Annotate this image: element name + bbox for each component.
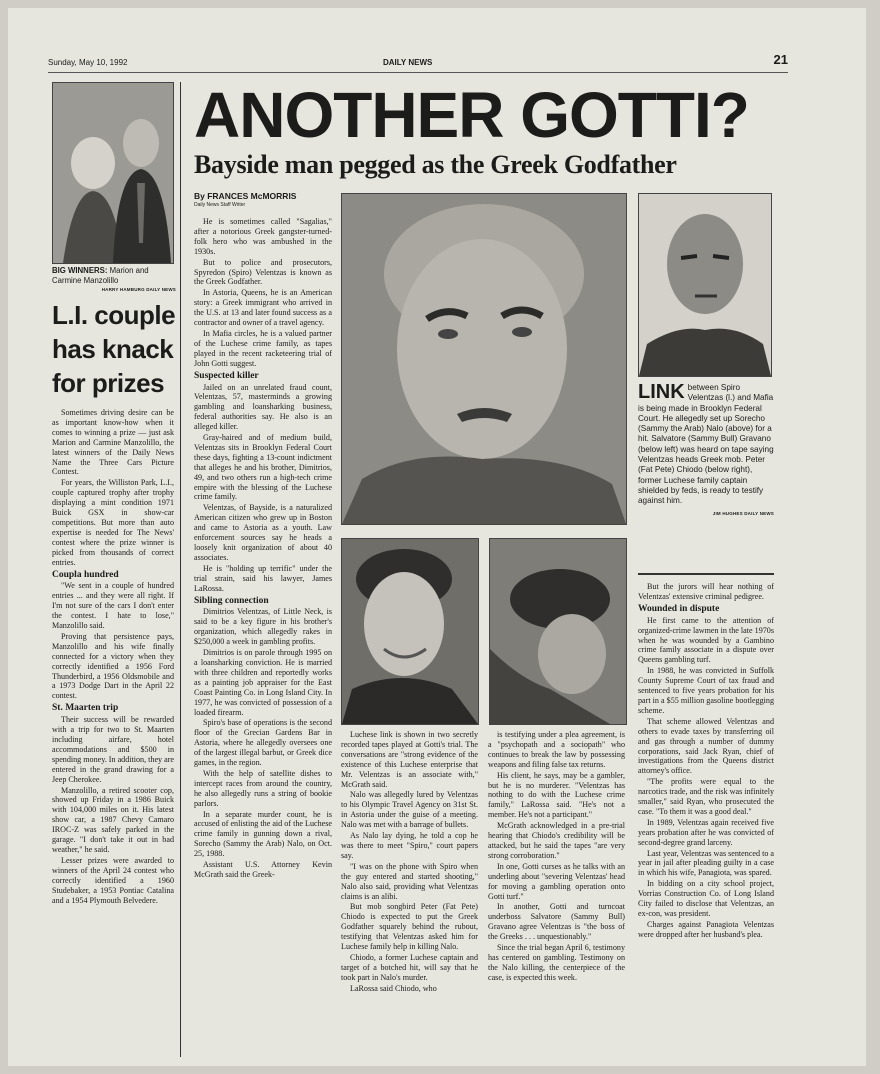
paragraph: Velentzas, of Bayside, is a naturalized American citizen who grew up in Boston and came to Astoria as a youth. Law enforcement sources say he heads a loosely knit organization of about 40 associates.	[194, 503, 332, 562]
paragraph: Since the trial began April 6, testimony has centered on gambling. Testimony on the Nalo killing, the centerpiece of the case, is expected this week.	[488, 943, 625, 982]
paragraph: Assistant U.S. Attorney Kevin McGrath said the Greek-	[194, 860, 332, 879]
article-column-3	[488, 730, 625, 1065]
section-rule	[638, 573, 774, 575]
paragraph: But to police and prosecutors, Spyredon (Spiro) Velentzas is known as the Greek Godfather.	[194, 257, 332, 287]
subheading: Sibling connection	[194, 595, 269, 606]
paragraph: He is "holding up terrific" under the trial strain, said his lawyer, James LaRossa.	[194, 563, 332, 593]
paragraph: Chiodo, a former Luchese captain and target of a botched hit, will say that he took part in Nalo's murder.	[341, 952, 478, 982]
paragraph: "I was on the phone with Spiro when the guy entered and started shooting," Nalo also said, providing what Velentzas claims is an alibi.	[341, 861, 478, 901]
publication-name: DAILY NEWS	[383, 58, 433, 67]
paragraph: Dimitrios is on parole through 1995 on a loansharking conviction. He is married with three children and reportedly works as a painting job appraiser for the East Coast Painting Co. in Long Island City. In 1977, he was convicted of possession of a loaded firearm.	[194, 648, 332, 717]
article-column-4	[638, 582, 774, 1065]
paragraph: Last year, Velentzas was sentenced to a year in jail after pleading guilty in a case in which his wife, Panagiota, was spared.	[638, 848, 774, 878]
winners-photo	[52, 82, 174, 264]
paragraph: He is sometimes called "Sagalias," after a notorious Greek gangster-turned-folk hero who was ambushed in the 1930s.	[194, 217, 332, 256]
paragraph: Luchese link is shown in two secretly recorded tapes played at Gotti's trial. The conversations are "strong evidence of the existence of this Luchese enterprise that Mr. Velentzas is an associate with," McGrath said.	[341, 730, 478, 789]
paragraph: But the jurors will hear nothing of Velentzas' extensive criminal pedigree.	[638, 582, 774, 601]
paragraph: Their success will be rewarded with a trip for two to St. Maarten including airfare, hotel accommodations and $500 in spending money. In addition, they are entered in the grand drawing for a Jeep Cherokee.	[52, 715, 174, 784]
newspaper-page	[8, 8, 866, 1066]
paragraph: Lesser prizes were awarded to winners of the April 24 contest who correctly identified a 1960 Studebaker, a 1953 Pontiac Catalina and a 1954 Plymouth Belvedere.	[52, 855, 174, 905]
link-caption: LINK between Spiro Velentzas (l.) and Mafia is being made in Brooklyn Federal Court. He allegedly set up Sorecho (Sammy the Arab) Nalo (above) for a hit. Salvatore (Sammy Bull) Gravano (below left) was heard on tape saying Velentzas heads Greek mob. Peter (Fat Pete) Chiodo (below right), former Luchese family captain shielded by feds, is ready to testify against him. JIM HUGHES DAILY NEWS	[638, 383, 774, 519]
subheading: Wounded in dispute	[638, 603, 720, 614]
paragraph: As Nalo lay dying, he told a cop he was there to meet "Spiro," court papers say.	[341, 831, 478, 860]
paragraph: But mob songbird Peter (Fat Pete) Chiodo is expected to put the Greek Godfather squarely behind the rubout, testifying that Velentzas asked him for Luchese family help in killing Nalo.	[341, 902, 478, 952]
paragraph: is testifying under a plea agreement, is a "psychopath and a sociopath" who continues to break the law by possessing weapons and filing false tax returns.	[488, 730, 625, 769]
winners-photo-caption: BIG WINNERS: Marion and Carmine Manzolillo HARRY HAMBURG DAILY NEWS	[52, 266, 176, 295]
sidebar-article	[52, 408, 174, 1063]
subheading: Suspected killer	[194, 370, 259, 381]
paragraph: That scheme allowed Velentzas and others to evade taxes by transferring oil and gas through a number of dummy corporations, said Jack Ryan, chief of investigations from the Queens district attorney's office.	[638, 716, 774, 776]
paragraph: In one, Gotti curses as he talks with an underling about "severing Velentzas' head for moving a gambling operation onto Gotti turf."	[488, 861, 625, 901]
paragraph: He first came to the attention of organized-crime lawmen in the late 1970s when he was wounded by a Gambino crime family associate in a dispute over Queens gambling turf.	[638, 615, 774, 665]
main-headline: ANOTHER GOTTI?	[194, 79, 749, 151]
paragraph: Dimitrios Velentzas, of Little Neck, is said to be a key figure in his brother's organization, which allegedly rakes in $250,000 a week in gambling profits.	[194, 607, 332, 647]
paragraph: Charges against Panagiota Velentzas were dropped after her husband's plea.	[638, 919, 774, 939]
main-subhead: Bayside man pegged as the Greek Godfather	[194, 150, 677, 179]
paragraph: McGrath acknowledged in a pre-trial hearing that Chiodo's credibility will be attacked, but he said the tapes "are very strong corroboration."	[488, 821, 625, 860]
byline-role: Daily News Staff Writer	[194, 202, 246, 208]
subheading: St. Maarten trip	[52, 703, 119, 714]
paragraph: In another, Gotti and turncoat underboss Salvatore (Sammy Bull) Gravano agree Velentzas is "the boss of the Greeks . . . unquestionably."	[488, 902, 625, 942]
page-number: 21	[773, 52, 788, 67]
paragraph: Spiro's base of operations is the second floor of the Grecian Gardens Bar in Astoria, where he allegedly oversees one of the largest illegal barbut, or Greek dice games, in the region.	[194, 718, 332, 768]
chiodo-photo	[489, 538, 627, 725]
paragraph: Nalo was allegedly lured by Velentzas to his Olympic Travel Agency on 31st St. in Astoria under the guise of a meeting. Nalo was met with a barrage of bullets.	[341, 790, 478, 830]
paragraph: Proving that persistence pays, Manzolillo and his wife finally connected for a victory when they correctly identified a 1956 Ford Thunderbird, a 1956 Oldsmobile and a 1973 Dodge Dart in the April 22 contest.	[52, 631, 174, 701]
gravano-photo	[341, 538, 479, 725]
paragraph: Gray-haired and of medium build, Velentzas sits in Brooklyn Federal Court these days, fighting a 13-count indictment that alleges he and his brother, Dimitrios, 49, and two others run a high-tech crime empire with the blessing of the Luchese crime family.	[194, 433, 332, 502]
paragraph: In Mafia circles, he is a valued partner of the Luchese crime family, as tapes played in the recent racketeering trial of John Gotti suggest.	[194, 328, 332, 368]
sidebar-headline: L.I. couple has knack for prizes	[52, 300, 176, 398]
paragraph: In a separate murder count, he is accused of enlisting the aid of the Luchese crime family in gunning down a rival, Sorecho (Sammy the Arab) Nalo, on Oct. 25, 1988.	[194, 809, 332, 859]
subheading: Coupla hundred	[52, 569, 119, 580]
link-word: LINK	[638, 381, 685, 403]
paragraph: His client, he says, may be a gambler, but he is no murderer. "Velentzas has nothing to do with the Luchese crime family," LaRossa said. "He's not a member. He's not a participant."	[488, 770, 625, 820]
paragraph: "The profits were equal to the narcotics trade, and the risk was infinitely smaller," said Ryan, who prosecuted the case. "To them it was a good deal."	[638, 777, 774, 816]
photo-credit: HARRY HAMBURG DAILY NEWS	[101, 287, 176, 292]
paragraph: "We sent in a couple of hundred entries ... and they were all right. If I'm not sure of the cars I don't enter the contest. I hate to lose," Manzolillo said.	[52, 581, 174, 631]
velentzas-photo	[341, 193, 627, 525]
paragraph: With the help of satellite dishes to intercept races from around the country, he also allegedly runs a string of bookie parlors.	[194, 768, 332, 808]
paragraph: LaRossa said Chiodo, who	[350, 983, 437, 993]
paragraph: In Astoria, Queens, he is an American story: a Greek immigrant who arrived in the U.S. at 13 and later found success as a contractor and owner of a travel agency.	[194, 288, 332, 328]
paragraph: In 1988, he was convicted in Suffolk County Supreme Court of tax fraud and sentenced to five years probation for his part in a $55 million gasoline bootlegging scheme.	[638, 666, 774, 715]
issue-date: Sunday, May 10, 1992	[48, 58, 128, 67]
nalo-photo	[638, 193, 772, 377]
byline: By FRANCES McMORRIS	[194, 191, 297, 201]
article-column-1	[194, 217, 332, 1065]
paragraph: For years, the Williston Park, L.I., couple captured trophy after trophy displaying a mint condition 1971 Buick GSX in show-car competitions. But more than auto expertise is needed for The News' contest where the prize winner is picked from thousands of correct entries.	[52, 478, 174, 567]
paragraph: In bidding on a city school project, Vorrias Construction Co. of Long Island City failed to disclose that Velentzas, an ex-con, was president.	[638, 879, 774, 918]
paragraph: Sometimes driving desire can be as important know-how when it comes to winning a prize — just ask Marion and Carmine Manzolillo, the latest winners of the Daily News Name the Three Cars Picture Contest.	[52, 408, 174, 477]
paragraph: Jailed on an unrelated fraud count, Velentzas, 57, masterminds a growing gambling and loansharking business, federal authorities say. He also is an alleged killer.	[194, 382, 332, 432]
link-photo-credit: JIM HUGHES DAILY NEWS	[712, 510, 774, 516]
paragraph: Manzolillo, a retired scooter cop, showed up Friday in a 1986 Buick with 104,000 miles on it. His latest show car, a 1987 Chevy Camaro IROC-Z was safely parked in the garage. "I don't take it out in bad weather," he said.	[52, 785, 174, 854]
article-column-2	[341, 730, 478, 1065]
column-divider	[180, 82, 181, 1057]
paragraph: In 1989, Velentzas again received five years probation after he was convicted of second-degree grand larceny.	[638, 817, 774, 847]
page-header	[48, 52, 788, 73]
